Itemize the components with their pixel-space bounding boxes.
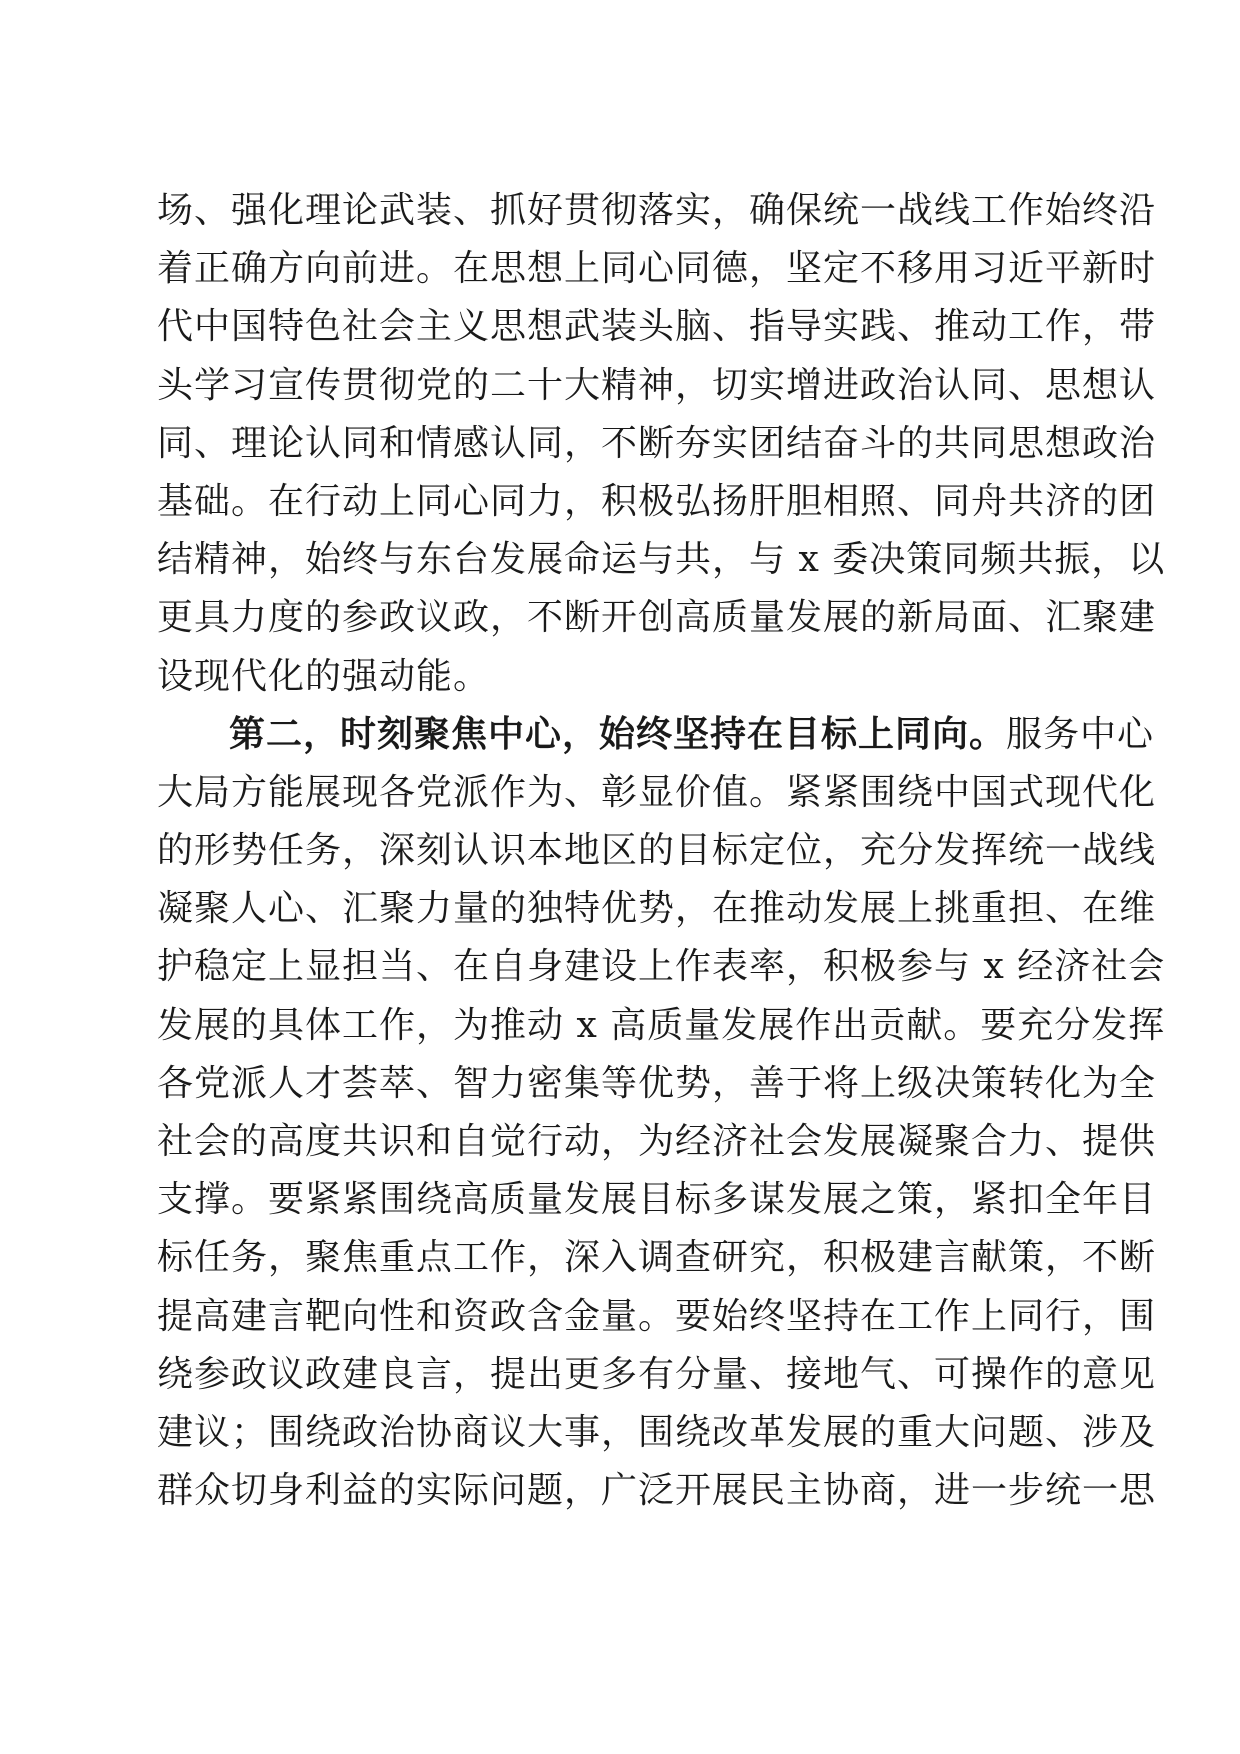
text-line: 更具力度的参政议政，不断开创高质量发展的新局面、汇聚建 <box>157 597 1157 639</box>
section-heading: 第二，时刻聚焦中心，始终坚持在目标上同向。 <box>229 713 1007 755</box>
paragraph-2-first-line <box>157 706 1155 764</box>
text-line: 标任务，聚焦重点工作，深入调查研究，积极建言献策，不断 <box>157 1237 1157 1279</box>
text-line: 社会的高度共识和自觉行动，为经济社会发展凝聚合力、提供 <box>157 1121 1157 1162</box>
text-line: 提高建言靶向性和资政含金量。要始终坚持在工作上同行，围 <box>157 1295 1157 1337</box>
text-line: 设现代化的强动能。 <box>157 655 491 697</box>
text-line: 着正确方向前进。在思想上同心同德，坚定不移用习近平新时 <box>157 248 1157 290</box>
text-line: 护稳定上显担当、在自身建设上作表率，积极参与 x 经济社会 <box>157 946 1166 988</box>
text-line: 建议；围绕政治协商议大事，围绕改革发展的重大问题、涉及 <box>157 1411 1157 1453</box>
text-line: 各党派人才荟萃、智力密集等优势，善于将上级决策转化为全 <box>157 1062 1157 1104</box>
text-line: 大局方能展现各党派作为、彰显价值。紧紧围绕中国式现代化 <box>157 771 1157 813</box>
text-line: 群众切身利益的实际问题，广泛开展民主协商，进一步统一思 <box>157 1470 1157 1512</box>
text-fragment: 服务中心 <box>1006 713 1155 755</box>
text-line: 结精神，始终与东台发展命运与共，与 x 委决策同频共振，以 <box>157 539 1166 581</box>
text-line: 凝聚人心、汇聚力量的独特优势，在推动发展上挑重担、在维 <box>157 888 1157 930</box>
text-line: 基础。在行动上同心同力，积极弘扬肝胆相照、同舟共济的团 <box>157 480 1157 522</box>
text-line: 代中国特色社会主义思想武装头脑、指导实践、推动工作，带 <box>157 306 1157 348</box>
text-line: 发展的具体工作，为推动 x 高质量发展作出贡献。要充分发挥 <box>157 1004 1166 1046</box>
text-line: 同、理论认同和情感认同，不断夯实团结奋斗的共同思想政治 <box>157 422 1157 464</box>
text-line: 绕参政议政建良言，提出更多有分量、接地气、可操作的意见 <box>157 1353 1157 1395</box>
text-line: 的形势任务，深刻认识本地区的目标定位，充分发挥统一战线 <box>157 830 1157 872</box>
paragraph-1 <box>157 182 1166 706</box>
text-line: 头学习宣传贯彻党的二十大精神，切实增进政治认同、思想认 <box>157 364 1157 406</box>
document-body <box>157 182 1166 1520</box>
text-line: 场、强化理论武装、抓好贯彻落实，确保统一战线工作始终沿 <box>157 190 1157 231</box>
paragraph-2 <box>157 706 1166 1521</box>
text-line: 支撑。要紧紧围绕高质量发展目标多谋发展之策，紧扣全年目 <box>157 1179 1157 1221</box>
